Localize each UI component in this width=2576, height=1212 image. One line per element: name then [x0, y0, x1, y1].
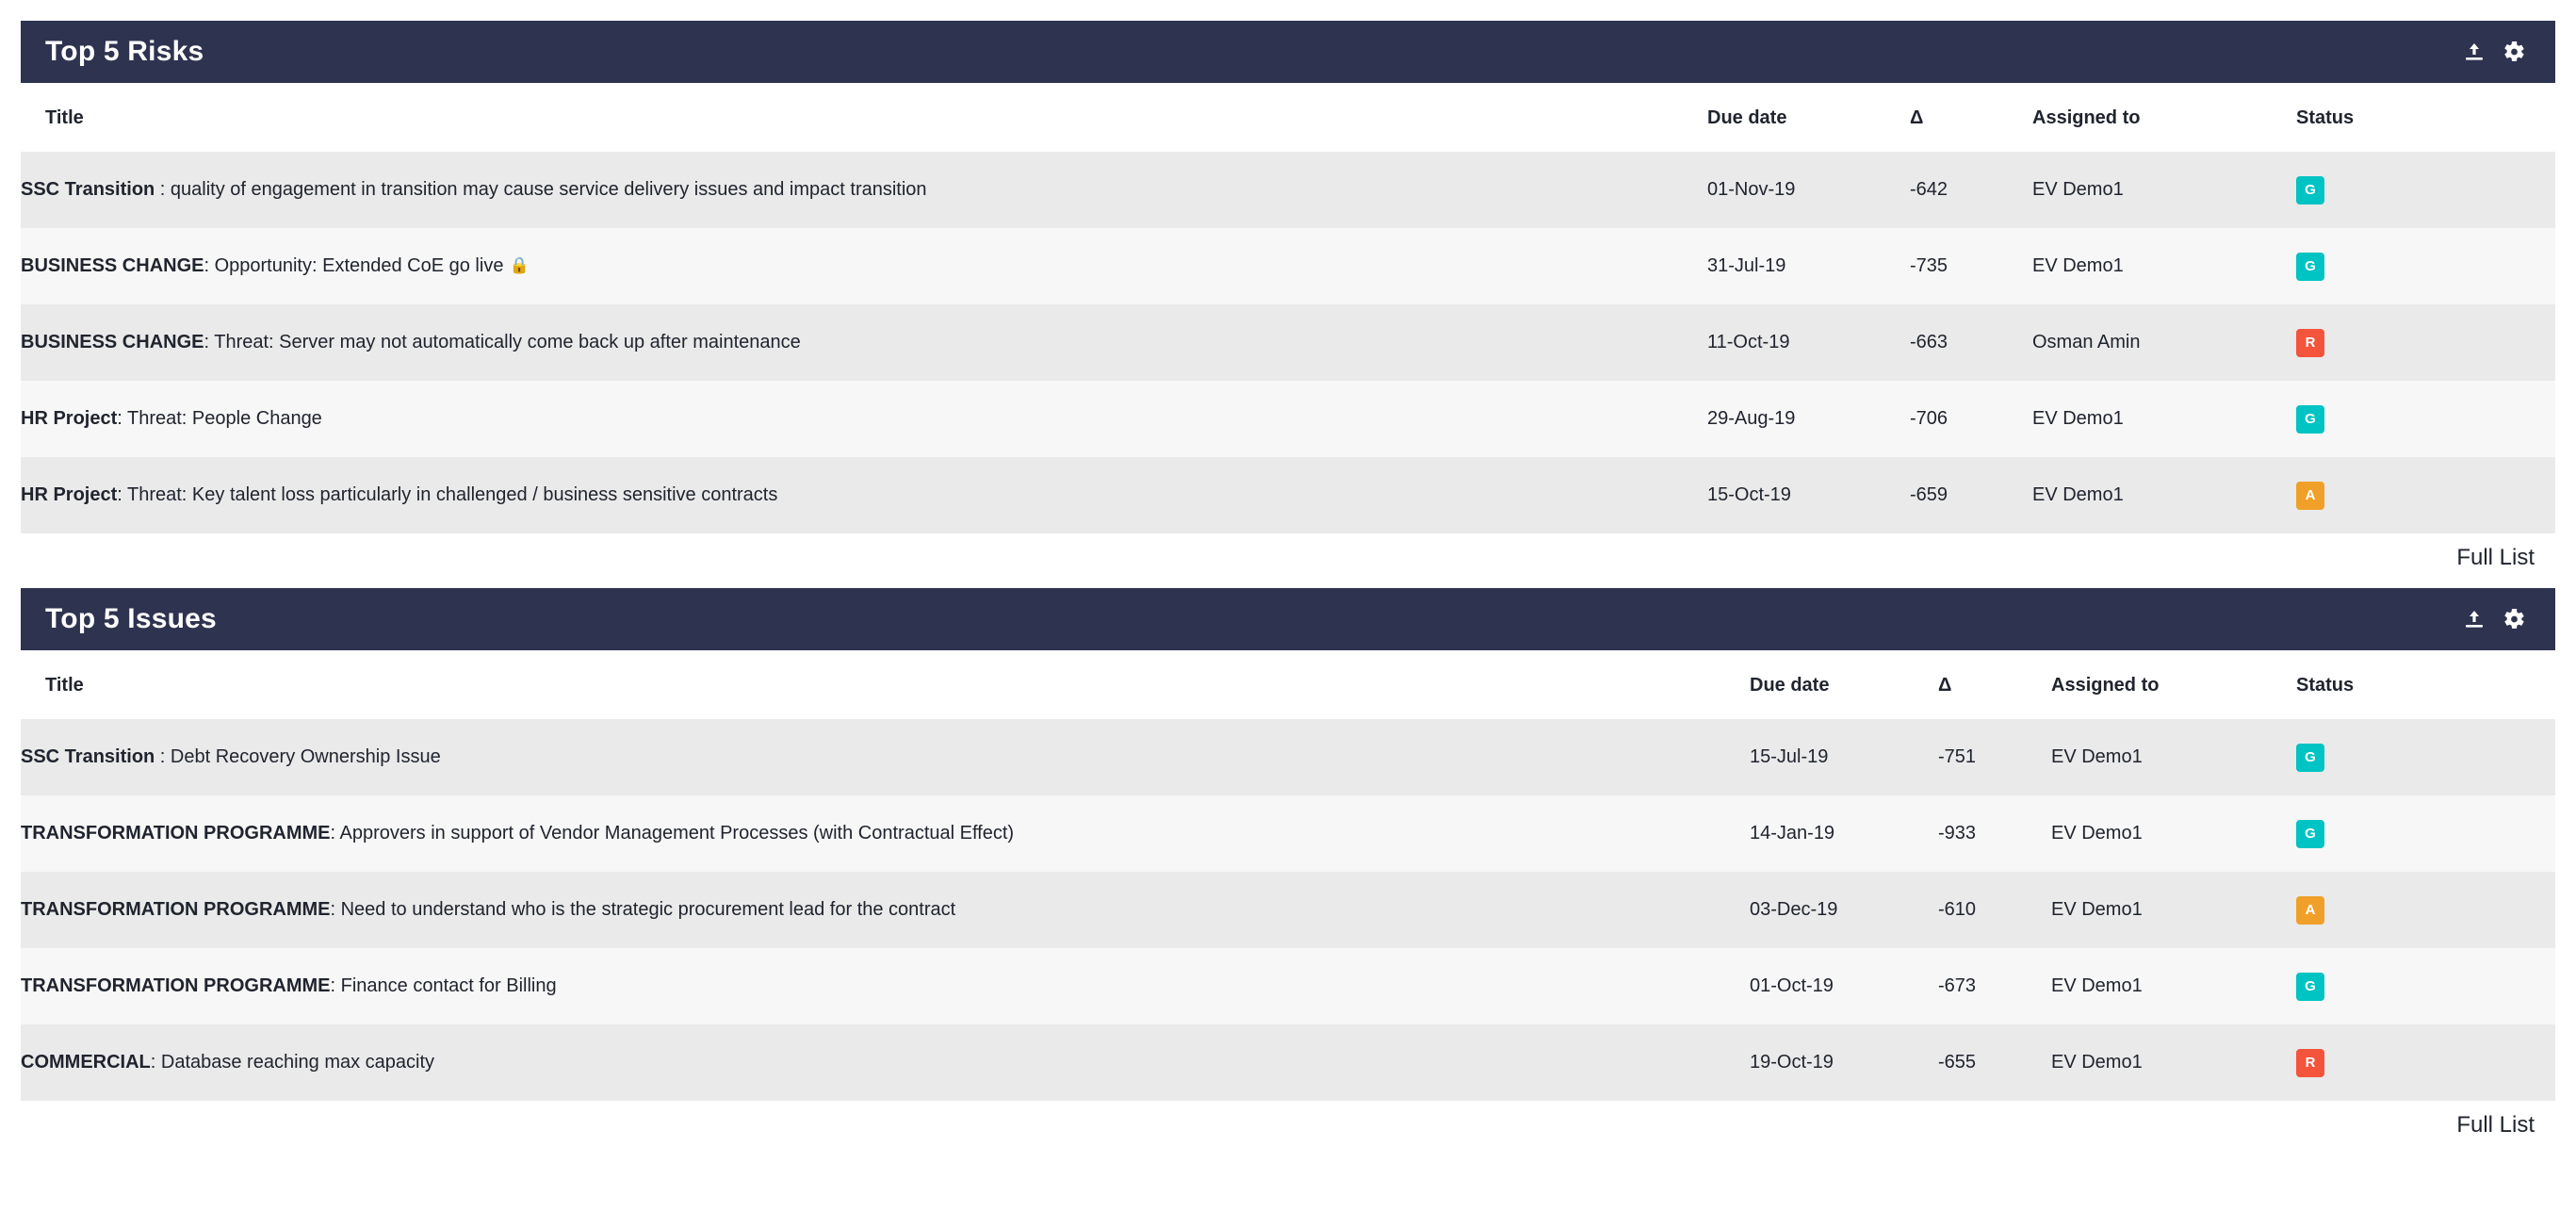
status-badge: R [2296, 1049, 2324, 1077]
issue-due-date: 19-Oct-19 [1750, 1052, 1834, 1073]
issue-due-date: 01-Oct-19 [1750, 975, 1834, 996]
issue-delta: -655 [1938, 1052, 1977, 1073]
table-row[interactable] [21, 304, 2555, 381]
risk-title[interactable] [21, 457, 1707, 533]
risk-status-cell [2296, 304, 2555, 381]
issue-delta: -610 [1938, 899, 1977, 920]
issue-delta: -751 [1938, 746, 1977, 767]
risk-delta: -735 [1910, 255, 1948, 276]
gear-icon[interactable] [2503, 40, 2527, 64]
risk-title[interactable] [21, 381, 1707, 457]
issue-status-cell [2296, 948, 2555, 1024]
issue-assigned-to: EV Demo1 [2051, 823, 2143, 843]
risk-delta: -663 [1910, 332, 1948, 352]
issue-title[interactable] [21, 872, 1750, 948]
risk-project-name: BUSINESS CHANGE [21, 255, 204, 276]
risk-description: : Threat: Key talent loss particularly in challenged / business sensitive contracts [117, 484, 778, 505]
column-header-status[interactable]: Status [2296, 650, 2555, 719]
table-row[interactable] [21, 948, 2555, 1024]
status-badge: G [2296, 176, 2324, 205]
column-header-due-date[interactable]: Due date [1750, 650, 1938, 719]
risk-assigned-to: Osman Amin [2032, 332, 2141, 352]
issues-full-list-row [21, 1101, 2555, 1138]
issue-delta: -673 [1938, 975, 1977, 996]
issue-project-name: TRANSFORMATION PROGRAMME [21, 823, 331, 843]
column-header-delta[interactable]: Δ [1938, 650, 2051, 719]
export-icon[interactable] [2462, 40, 2486, 64]
panel-title-issues: Top 5 Issues [45, 603, 217, 634]
status-badge: A [2296, 482, 2324, 510]
panel-header-actions-issues [2462, 607, 2527, 631]
risk-due-date: 11-Oct-19 [1707, 332, 1790, 352]
risk-description: : Threat: Server may not automatically come back up after maintenance [204, 332, 801, 352]
risk-due-date: 29-Aug-19 [1707, 408, 1796, 429]
issue-title[interactable] [21, 795, 1750, 872]
issue-project-name: TRANSFORMATION PROGRAMME [21, 975, 331, 996]
panel-top-5-issues [21, 588, 2555, 1138]
panel-header-issues [21, 588, 2555, 650]
risk-status-cell [2296, 457, 2555, 533]
table-row[interactable] [21, 228, 2555, 304]
issue-status-cell [2296, 719, 2555, 795]
issue-due-date: 03-Dec-19 [1750, 899, 1838, 920]
issue-project-name: SSC Transition [21, 746, 155, 767]
issue-description: : Finance contact for Billing [330, 975, 557, 996]
issue-description: : Approvers in support of Vendor Management Processes (with Contractual Effect) [330, 823, 1015, 843]
issue-title[interactable] [21, 1024, 1750, 1101]
risk-title[interactable] [21, 152, 1707, 228]
status-badge: G [2296, 973, 2324, 1001]
table-row[interactable] [21, 152, 2555, 228]
status-badge: G [2296, 253, 2324, 281]
issue-delta: -933 [1938, 823, 1977, 843]
table-row[interactable] [21, 1024, 2555, 1101]
status-badge: G [2296, 744, 2324, 772]
column-header-assigned-to[interactable]: Assigned to [2051, 650, 2296, 719]
issue-assigned-to: EV Demo1 [2051, 899, 2143, 920]
risk-title[interactable] [21, 304, 1707, 381]
issue-status-cell [2296, 795, 2555, 872]
issue-assigned-to: EV Demo1 [2051, 1052, 2143, 1073]
export-icon[interactable] [2462, 607, 2486, 631]
issue-title[interactable] [21, 948, 1750, 1024]
column-header-due-date[interactable]: Due date [1707, 83, 1910, 152]
issue-title[interactable] [21, 719, 1750, 795]
risk-project-name: SSC Transition [21, 179, 155, 200]
column-header-assigned-to[interactable]: Assigned to [2032, 83, 2296, 152]
risk-title[interactable] [21, 228, 1707, 304]
risk-due-date: 15-Oct-19 [1707, 484, 1791, 505]
gear-icon[interactable] [2503, 607, 2527, 631]
risk-assigned-to: EV Demo1 [2032, 484, 2124, 505]
risk-assigned-to: EV Demo1 [2032, 408, 2124, 429]
issue-assigned-to: EV Demo1 [2051, 746, 2143, 767]
status-badge: G [2296, 820, 2324, 848]
issues-table [21, 650, 2555, 1101]
table-row[interactable] [21, 457, 2555, 533]
risks-table [21, 83, 2555, 533]
table-row[interactable] [21, 795, 2555, 872]
panel-header-actions-risks [2462, 40, 2527, 64]
risk-delta: -659 [1910, 484, 1948, 505]
risk-project-name: HR Project [21, 408, 118, 429]
issue-project-name: COMMERCIAL [21, 1052, 151, 1073]
risk-delta: -642 [1910, 179, 1948, 200]
risk-status-cell [2296, 152, 2555, 228]
risk-assigned-to: EV Demo1 [2032, 179, 2124, 200]
column-header-title[interactable]: Title [21, 83, 1707, 152]
risk-status-cell [2296, 381, 2555, 457]
issue-project-name: TRANSFORMATION PROGRAMME [21, 899, 331, 920]
issue-due-date: 14-Jan-19 [1750, 823, 1835, 843]
table-row[interactable] [21, 381, 2555, 457]
full-list-link[interactable]: Full List [2456, 545, 2535, 570]
column-header-title[interactable]: Title [21, 650, 1750, 719]
issue-description: : Need to understand who is the strategic procurement lead for the contract [330, 899, 956, 920]
column-header-delta[interactable]: Δ [1910, 83, 2032, 152]
table-header-row [21, 83, 2555, 152]
table-row[interactable] [21, 872, 2555, 948]
risk-description: : quality of engagement in transition may cause service delivery issues and impact transition [155, 179, 927, 200]
column-header-status[interactable]: Status [2296, 83, 2555, 152]
status-badge: A [2296, 896, 2324, 925]
panel-title-risks: Top 5 Risks [45, 36, 204, 67]
issue-description: : Database reaching max capacity [150, 1052, 435, 1073]
issue-description: : Debt Recovery Ownership Issue [155, 746, 441, 767]
risk-due-date: 01-Nov-19 [1707, 179, 1796, 200]
risk-status-cell [2296, 228, 2555, 304]
risk-project-name: BUSINESS CHANGE [21, 332, 204, 352]
panel-top-5-risks [21, 21, 2555, 571]
full-list-link[interactable]: Full List [2456, 1112, 2535, 1138]
table-row[interactable] [21, 719, 2555, 795]
panel-header-risks [21, 21, 2555, 83]
risk-assigned-to: EV Demo1 [2032, 255, 2124, 276]
risk-description: : Threat: People Change [117, 408, 322, 429]
risk-delta: -706 [1910, 408, 1948, 429]
risks-full-list-row [21, 533, 2555, 571]
risk-due-date: 31-Jul-19 [1707, 255, 1786, 276]
status-badge: R [2296, 329, 2324, 357]
status-badge: G [2296, 405, 2324, 434]
risk-project-name: HR Project [21, 484, 118, 505]
table-header-row [21, 650, 2555, 719]
issue-status-cell [2296, 1024, 2555, 1101]
issue-assigned-to: EV Demo1 [2051, 975, 2143, 996]
issue-status-cell [2296, 872, 2555, 948]
risk-description: : Opportunity: Extended CoE go live [204, 255, 504, 276]
lock-icon: 🔒 [509, 256, 530, 274]
issue-due-date: 15-Jul-19 [1750, 746, 1829, 767]
